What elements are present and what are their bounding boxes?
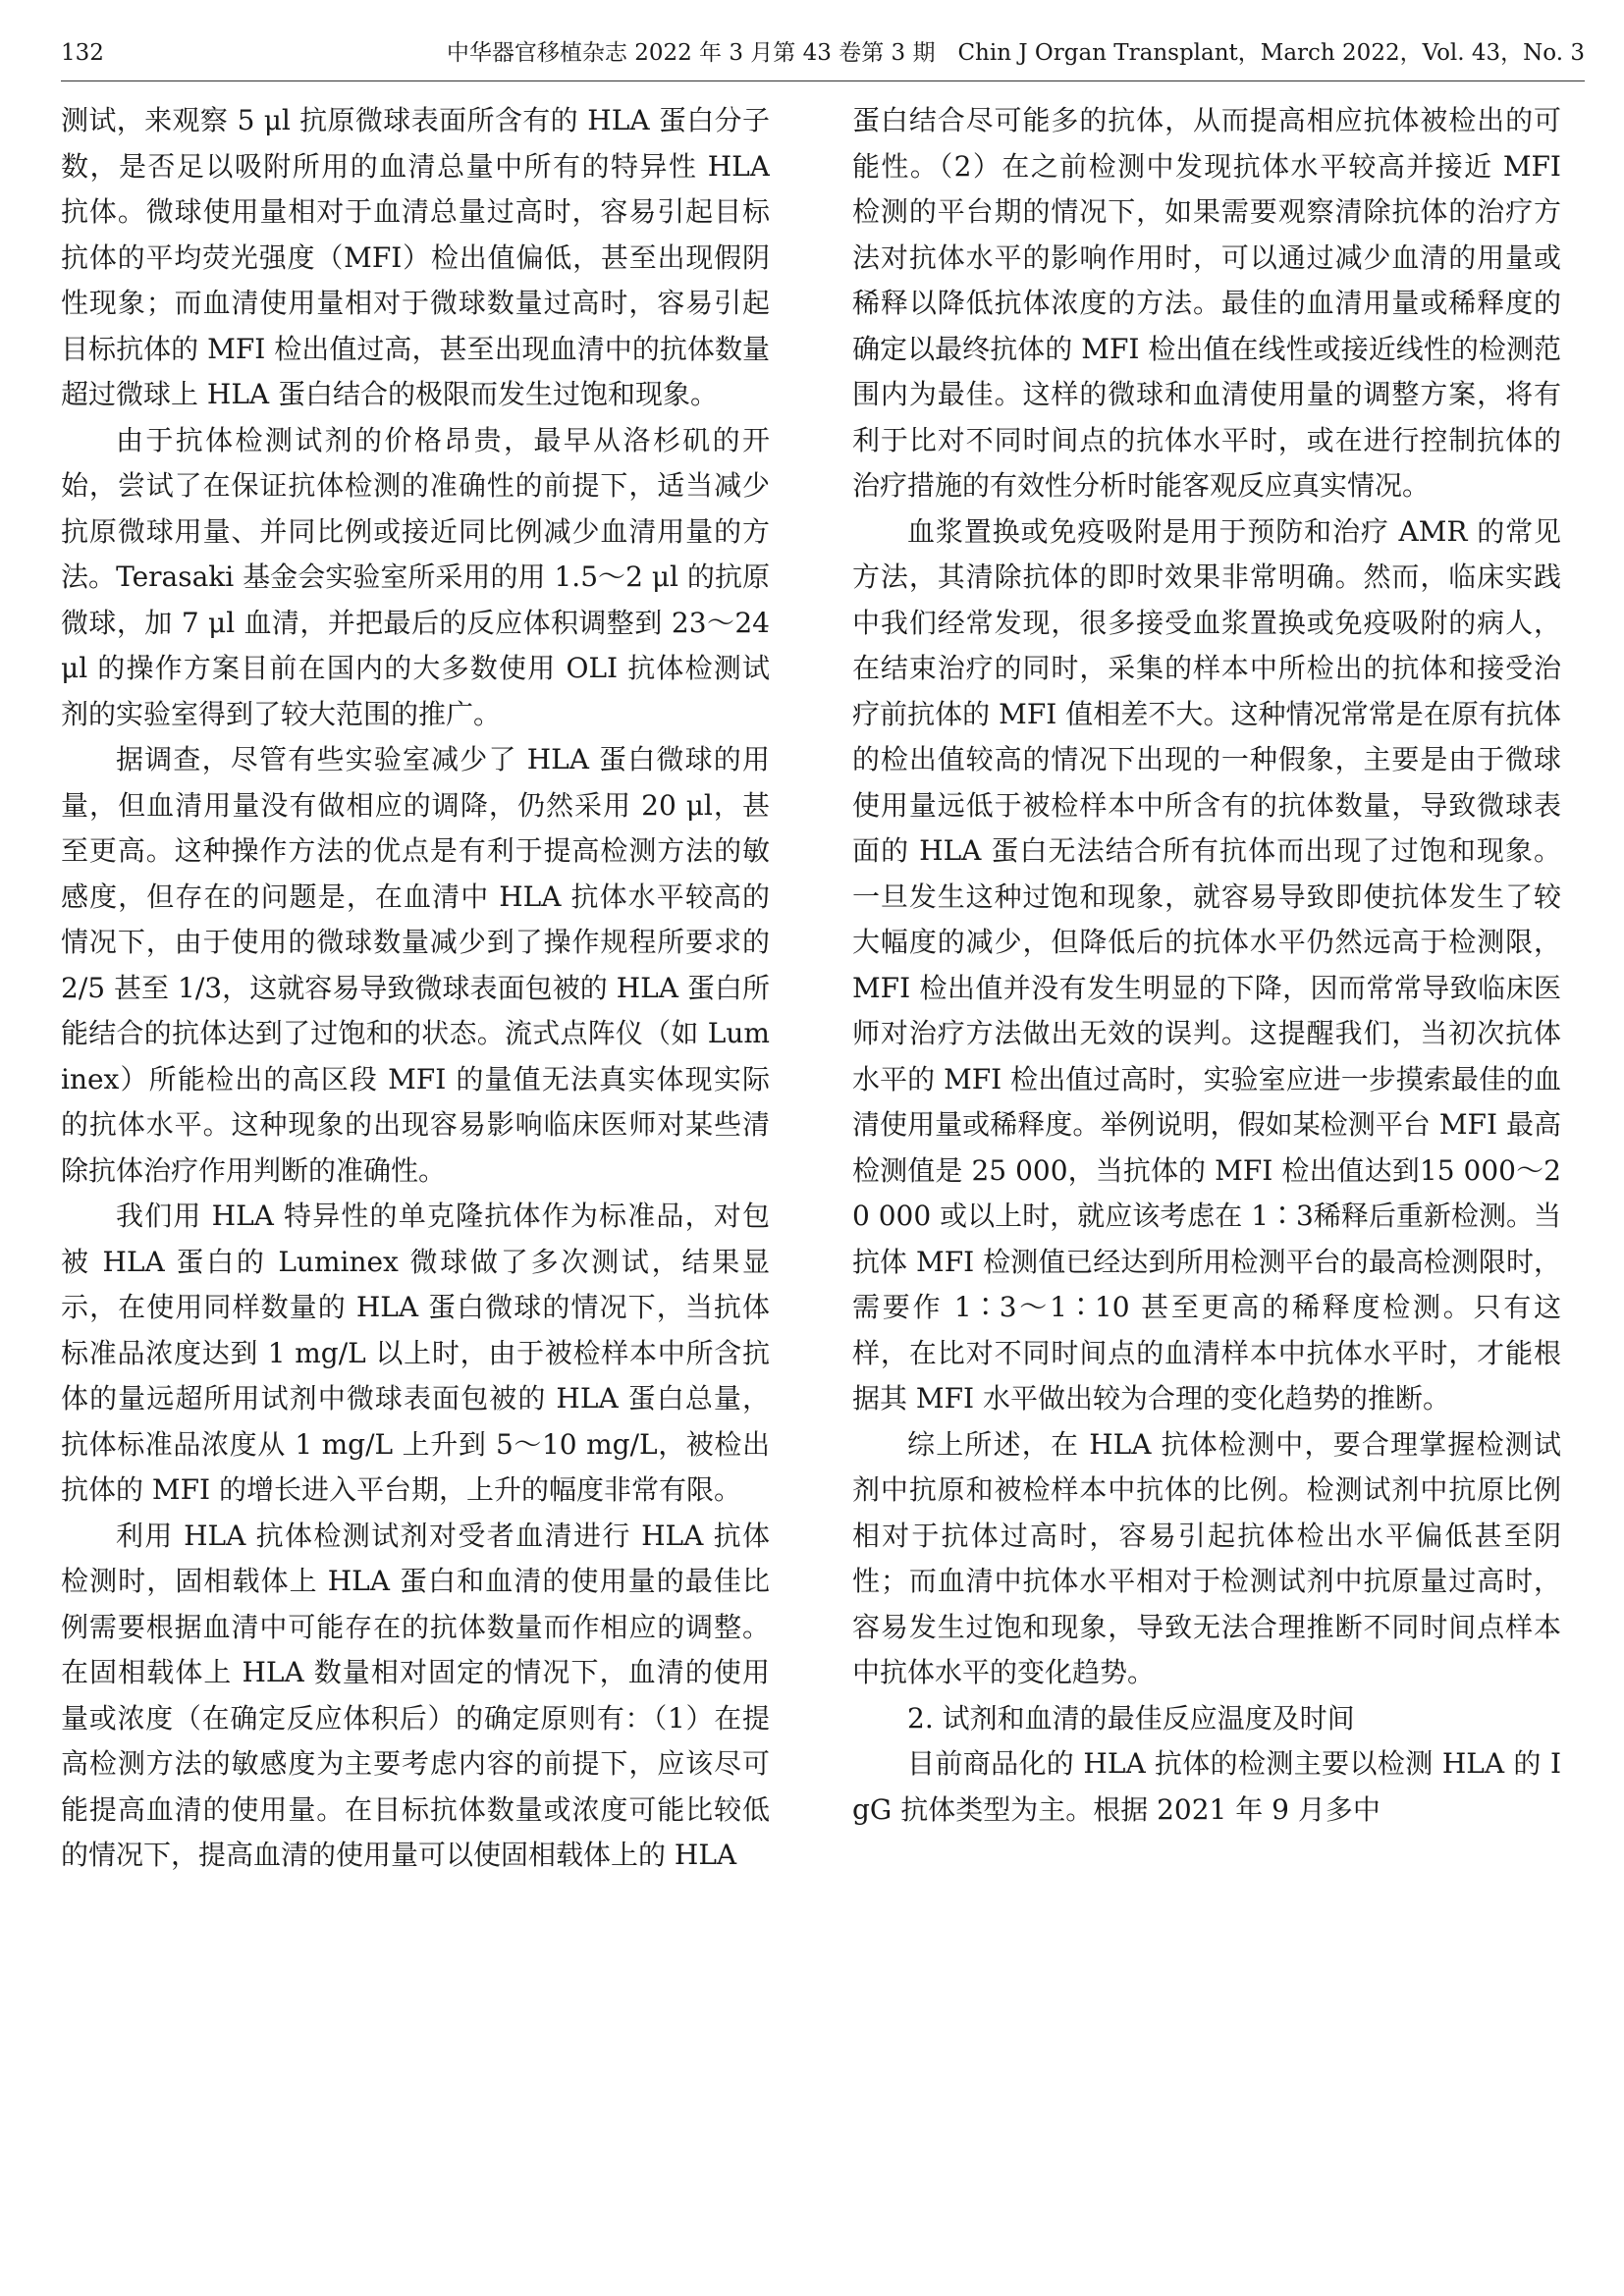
paragraph: 由于抗体检测试剂的价格昂贵，最早从洛杉矶的开始，尝试了在保证抗体检测的准确性的前提下，适当减少抗原微球用量、并同比例或接近同比例减少血清用量的方法。Terasaki 基金会实验室所采用的用 1.5～2 μl 的抗原微球，加 7 μl 血清，并把最后的反应体积调整到 23～24 μl 的操作方案目前在国内的大多数使用 OLI 抗体检测试剂的实验室得到了较大范围的推广。 xyxy=(61,423,770,730)
paragraph: 综上所述，在 HLA 抗体检测中，要合理掌握检测试剂中抗原和被检样本中抗体的比例。检测试剂中抗原比例相对于抗体过高时，容易引起抗体检出水平偏低甚至阴性；而血清中抗体水平相对于检测试剂中抗原量过高时，容易发生过饱和现象，导致无法合理推断不同时间点样本中抗体水平的变化趋势。 xyxy=(852,1427,1561,1688)
header-divider xyxy=(61,80,1585,81)
running-header xyxy=(61,33,1585,73)
section-heading: 2. 试剂和血清的最佳反应温度及时间 xyxy=(907,1701,1355,1735)
paragraph: 我们用 HLA 特异性的单克隆抗体作为标准品，对包被 HLA 蛋白的 Luminex 微球做了多次测试，结果显示，在使用同样数量的 HLA 蛋白微球的情况下，当抗体标准品浓度达到 1 mg/L 以上时，由于被检样本中所含抗体的量远超所用试剂中微球表面包被的 HLA 蛋白总量，抗体标准品浓度从 1 mg/L 上升到 5～10 mg/L，被检出抗体的 MFI 的增长进入平台期，上升的幅度非常有限。 xyxy=(61,1200,770,1506)
page-number: 132 xyxy=(61,40,104,66)
paragraph: 测试，来观察 5 μl 抗原微球表面所含有的 HLA 蛋白分子数，是否足以吸附所用的血清总量中所有的特异性 HLA 抗体。微球使用量相对于血清总量过高时，容易引起目标抗体的平均荧光强度（MFI）检出值偏低，甚至出现假阴性现象；而血清使用量相对于微球数量过高时，容易引起目标抗体的 MFI 检出值过高，甚至出现血清中的抗体数量超过微球上 HLA 蛋白结合的极限而发生过饱和现象。 xyxy=(61,104,770,410)
paragraph: 利用 HLA 抗体检测试剂对受者血清进行 HLA 抗体检测时，固相载体上 HLA 蛋白和血清的使用量的最佳比例需要根据血清中可能存在的抗体数量而作相应的调整。在固相载体上 HLA 数量相对固定的情况下，血清的使用量或浓度（在确定反应体积后）的确定原则有：（1）在提高检测方法的敏感度为主要考虑内容的前提下，应该尽可能提高血清的使用量。在目标抗体数量或浓度可能比较低的情况下，提高血清的使用量可以使固相载体上的 HLA xyxy=(61,1519,770,1871)
paragraph: 蛋白结合尽可能多的抗体，从而提高相应抗体被检出的可能性。（2）在之前检测中发现抗体水平较高并接近 MFI 检测的平台期的情况下，如果需要观察清除抗体的治疗方法对抗体水平的影响作用时，可以通过减少血清的用量或稀释以降低抗体浓度的方法。最佳的血清用量或稀释度的确定以最终抗体的 MFI 检出值在线性或接近线性的检测范围内为最佳。这样的微球和血清使用量的调整方案，将有利于比对不同时间点的抗体水平时，或在进行控制抗体的治疗措施的有效性分析时能客观反应真实情况。 xyxy=(852,104,1561,502)
paragraph: 据调查，尽管有些实验室减少了 HLA 蛋白微球的用量，但血清用量没有做相应的调降，仍然采用 20 μl，甚至更高。这种操作方法的优点是有利于提高检测方法的敏感度，但存在的问题是，在血清中 HLA 抗体水平较高的情况下，由于使用的微球数量减少到了操作规程所要求的 2/5 甚至 1/3，这就容易导致微球表面包被的 HLA 蛋白所能结合的抗体达到了过饱和的状态。流式点阵仪（如 Luminex）所能检出的高区段 MFI 的量值无法真实体现实际的抗体水平。这种现象的出现容易影响临床医师对某些清除抗体治疗作用判断的准确性。 xyxy=(61,743,770,1187)
journal-citation: 中华器官移植杂志 2022 年 3 月第 43 卷第 3 期 Chin J Organ Transplant，March 2022，Vol. 43，No. 3 xyxy=(446,40,1585,66)
paragraph: 目前商品化的 HLA 抗体的检测主要以检测 HLA 的 IgG 抗体类型为主。根据 2021 年 9 月多中 xyxy=(852,1747,1561,1826)
left-column xyxy=(61,98,770,2272)
paragraph: 血浆置换或免疫吸附是用于预防和治疗 AMR 的常见方法，其清除抗体的即时效果非常明确。然而，临床实践中我们经常发现，很多接受血浆置换或免疫吸附的病人，在结束治疗的同时，采集的样本中所检出的抗体和接受治疗前抗体的 MFI 值相差不大。这种情况常常是在原有抗体的检出值较高的情况下出现的一种假象，主要是由于微球使用量远低于被检样本中所含有的抗体数量，导致微球表面的 HLA 蛋白无法结合所有抗体而出现了过饱和现象。一旦发生这种过饱和现象，就容易导致即使抗体发生了较大幅度的减少，但降低后的抗体水平仍然远高于检测限，MFI 检出值并没有发生明显的下降，因而常常导致临床医师对治疗方法做出无效的误判。这提醒我们，当初次抗体水平的 MFI 检出值过高时，实验室应进一步摸索最佳的血清使用量或稀释度。举例说明，假如某检测平台 MFI 最高检测值是 25 000，当抗体的 MFI 检出值达到15 000～20 000 或以上时，就应该考虑在 1∶3稀释后重新检测。当抗体 MFI 检测值已经达到所用检测平台的最高检测限时，需要作 1∶3～1∶10 甚至更高的稀释度检测。只有这样，在比对不同时间点的血清样本中抗体水平时，才能根据其 MFI 水平做出较为合理的变化趋势的推断。 xyxy=(852,514,1561,1415)
right-column xyxy=(852,98,1561,2272)
